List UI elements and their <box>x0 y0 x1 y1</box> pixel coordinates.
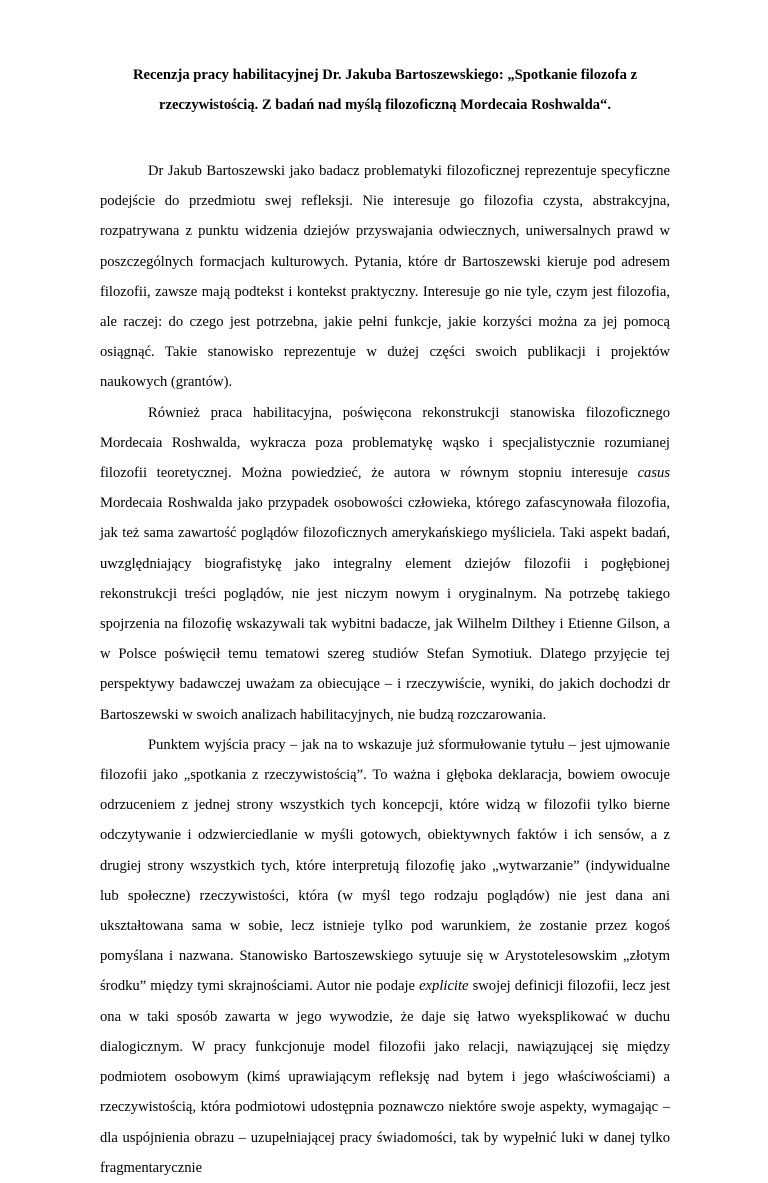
paragraph-text: Punktem wyjścia pracy – jak na to wskazuje już sformułowanie tytułu – jest ujmowanie filozofii jako „spotkania z rzeczywistością”. To ważna i głęboka deklaracja, bowiem owocuje odrzuceniem z jednej strony wszystkich tych koncepcji, które widzą w filozofii tylko bierne odczytywanie i odzwierciedlanie w myśli gotowych, obiektywnych faktów i ich sensów, a z drugiej strony wszystkich tych, które interpretują filozofię jako „wytwarzanie” (indywidualne lub społeczne) rzeczywistości, która (w myśl tego rodzaju poglądów) nie jest dana ani ukształtowana sama w sobie, lecz istnieje tylko pod warunkiem, że zostanie przez kogoś pomyślana i nazwana. Stanowisko Bartoszewskiego sytuuje się w Arystotelesowskim „złotym środku” między tymi skrajnościami. Autor nie podaje <box>100 736 670 995</box>
document-page <box>100 60 670 1183</box>
paragraph-3 <box>100 730 670 1183</box>
paragraph-text: Również praca habilitacyjna, poświęcona rekonstrukcji stanowiska filozoficznego Mordecaia Roshwalda, wykracza poza problematykę wąsko i specjalistycznie rozumianej filozofii teoretycznej. Można powiedzieć, że autora w równym stopniu interesuje <box>100 404 670 482</box>
paragraph-text: swojej definicji filozofii, lecz jest ona w taki sposób zawarta w jego wywodzie, że daje się łatwo wyeksplikować w duchu dialogicznym. W pracy funkcjonuje model filozofii jako relacji, nawiązującej się między podmiotem osobowym (kimś uprawiającym refleksję nad bytem i jego właściwościami) a rzeczywistością, która podmiotowi udostępnia poznawczo niektóre swoje aspekty, wymagając – dla uspójnienia obrazu – uzupełniającej pracy świadomości, tak by wypełnić luki w danej tylko fragmentarycznie <box>100 978 670 1176</box>
document-title: Recenzja pracy habilitacyjnej Dr. Jakuba Bartoszewskiego: „Spotkanie filozofa z rzeczywistością. Z badań nad myślą filozoficzną Mordecaia Roshwalda“. <box>132 67 638 113</box>
paragraph-1 <box>100 156 670 398</box>
paragraph-text: Mordecaia Roshwalda jako przypadek osobowości człowieka, którego zafascynowała filozofia, jak też sama zawartość poglądów filozoficznych amerykańskiego myśliciela. Taki aspekt badań, uwzględniający biografistykę jako integralny element dziejów filozofii i pogłębionej rekonstrukcji treści poglądów, nie jest niczym nowym i oryginalnym. Na potrzebę takiego spojrzenia na filozofię wskazywali tak wybitni badacze, jak Wilhelm Dilthey i Etienne Gilson, a w Polsce poświęcił temu tematowi szereg studiów Stefan Symotiuk. Dlatego przyjęcie tej perspektywy badawczej uważam za obiecujące – i rzeczywiście, wyniki, do jakich dochodzi dr Bartoszewski w swoich analizach habilitacyjnych, nie budzą rozczarowania. <box>100 495 670 723</box>
italic-term-explicite: explicite <box>419 978 469 995</box>
italic-term-casus: casus <box>637 465 670 482</box>
paragraph-2 <box>100 398 670 730</box>
paragraph-text: Dr Jakub Bartoszewski jako badacz problematyki filozoficznej reprezentuje specyficzne podejście do przedmiotu swej refleksji. Nie interesuje go filozofia czysta, abstrakcyjna, rozpatrywana z punktu widzenia dziejów przyswajania odwiecznych, uniwersalnych prawd w poszczególnych formacjach kulturowych. Pytania, które dr Bartoszewski kieruje pod adresem filozofii, zawsze mają podtekst i kontekst praktyczny. Interesuje go nie tyle, czym jest filozofia, ale raczej: do czego jest potrzebna, jakie pełni funkcje, jakie korzyści można za jej pomocą osiągnąć. Takie stanowisko reprezentuje w dużej części swoich publikacji i projektów naukowych (grantów). <box>100 163 670 391</box>
